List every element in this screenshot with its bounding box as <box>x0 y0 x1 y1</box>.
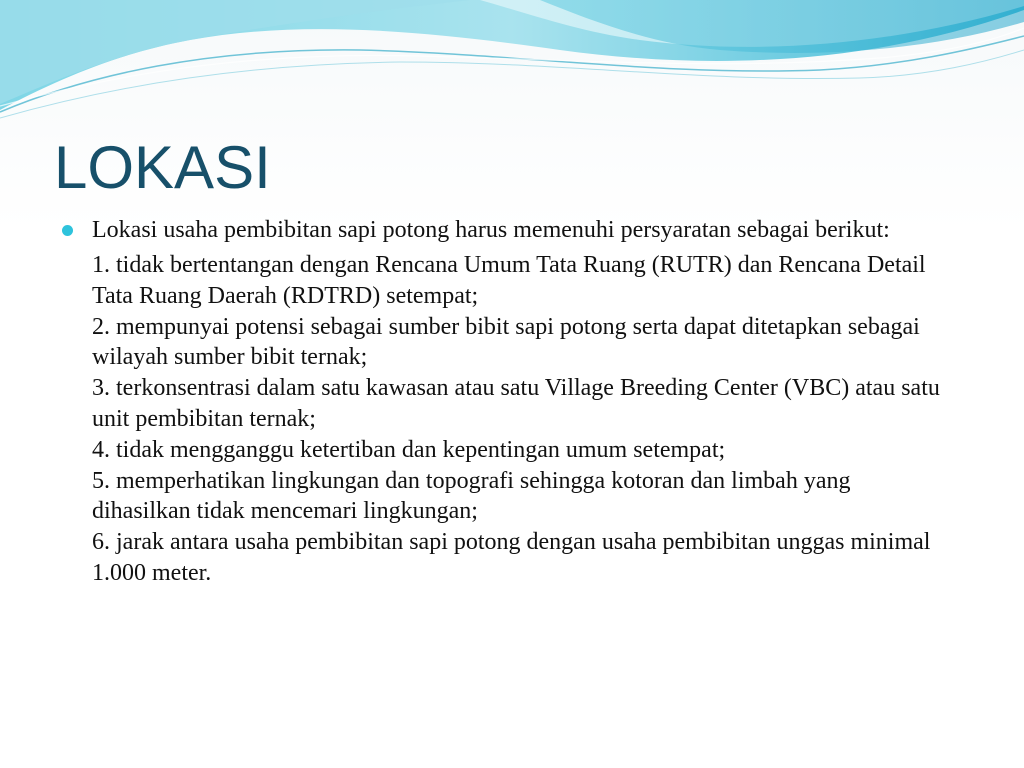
slide-title: LOKASI <box>54 134 271 201</box>
requirements-list <box>92 250 952 589</box>
list-item: 2. mempunyai potensi sebagai sumber bibit sapi potong serta dapat ditetapkan sebagai wilayah sumber bibit ternak; <box>92 313 920 371</box>
list-item: 1. tidak bertentangan dengan Rencana Umum Tata Ruang (RUTR) dan Rencana Detail Tata Ruang Daerah (RDTRD) setempat; <box>92 252 926 309</box>
list-item: 3. terkonsentrasi dalam satu kawasan atau satu Village Breeding Center (VBC) atau satu unit pembibitan ternak; <box>92 375 940 432</box>
wave-header-decoration <box>0 0 1024 130</box>
list-item: 6. jarak antara usaha pembibitan sapi potong dengan usaha pembibitan unggas minimal 1.000 meter. <box>92 529 931 586</box>
list-item: 5. memperhatikan lingkungan dan topografi sehingga kotoran dan limbah yang dihasilkan tidak mencemari lingkungan; <box>92 467 851 525</box>
list-item: 4. tidak mengganggu ketertiban dan kepentingan umum setempat; <box>92 436 726 463</box>
slide-body <box>92 218 952 589</box>
filled-circle-bullet-icon <box>62 225 73 236</box>
intro-text: Lokasi usaha pembibitan sapi potong harus memenuhi persyaratan sebagai berikut: <box>92 217 890 243</box>
